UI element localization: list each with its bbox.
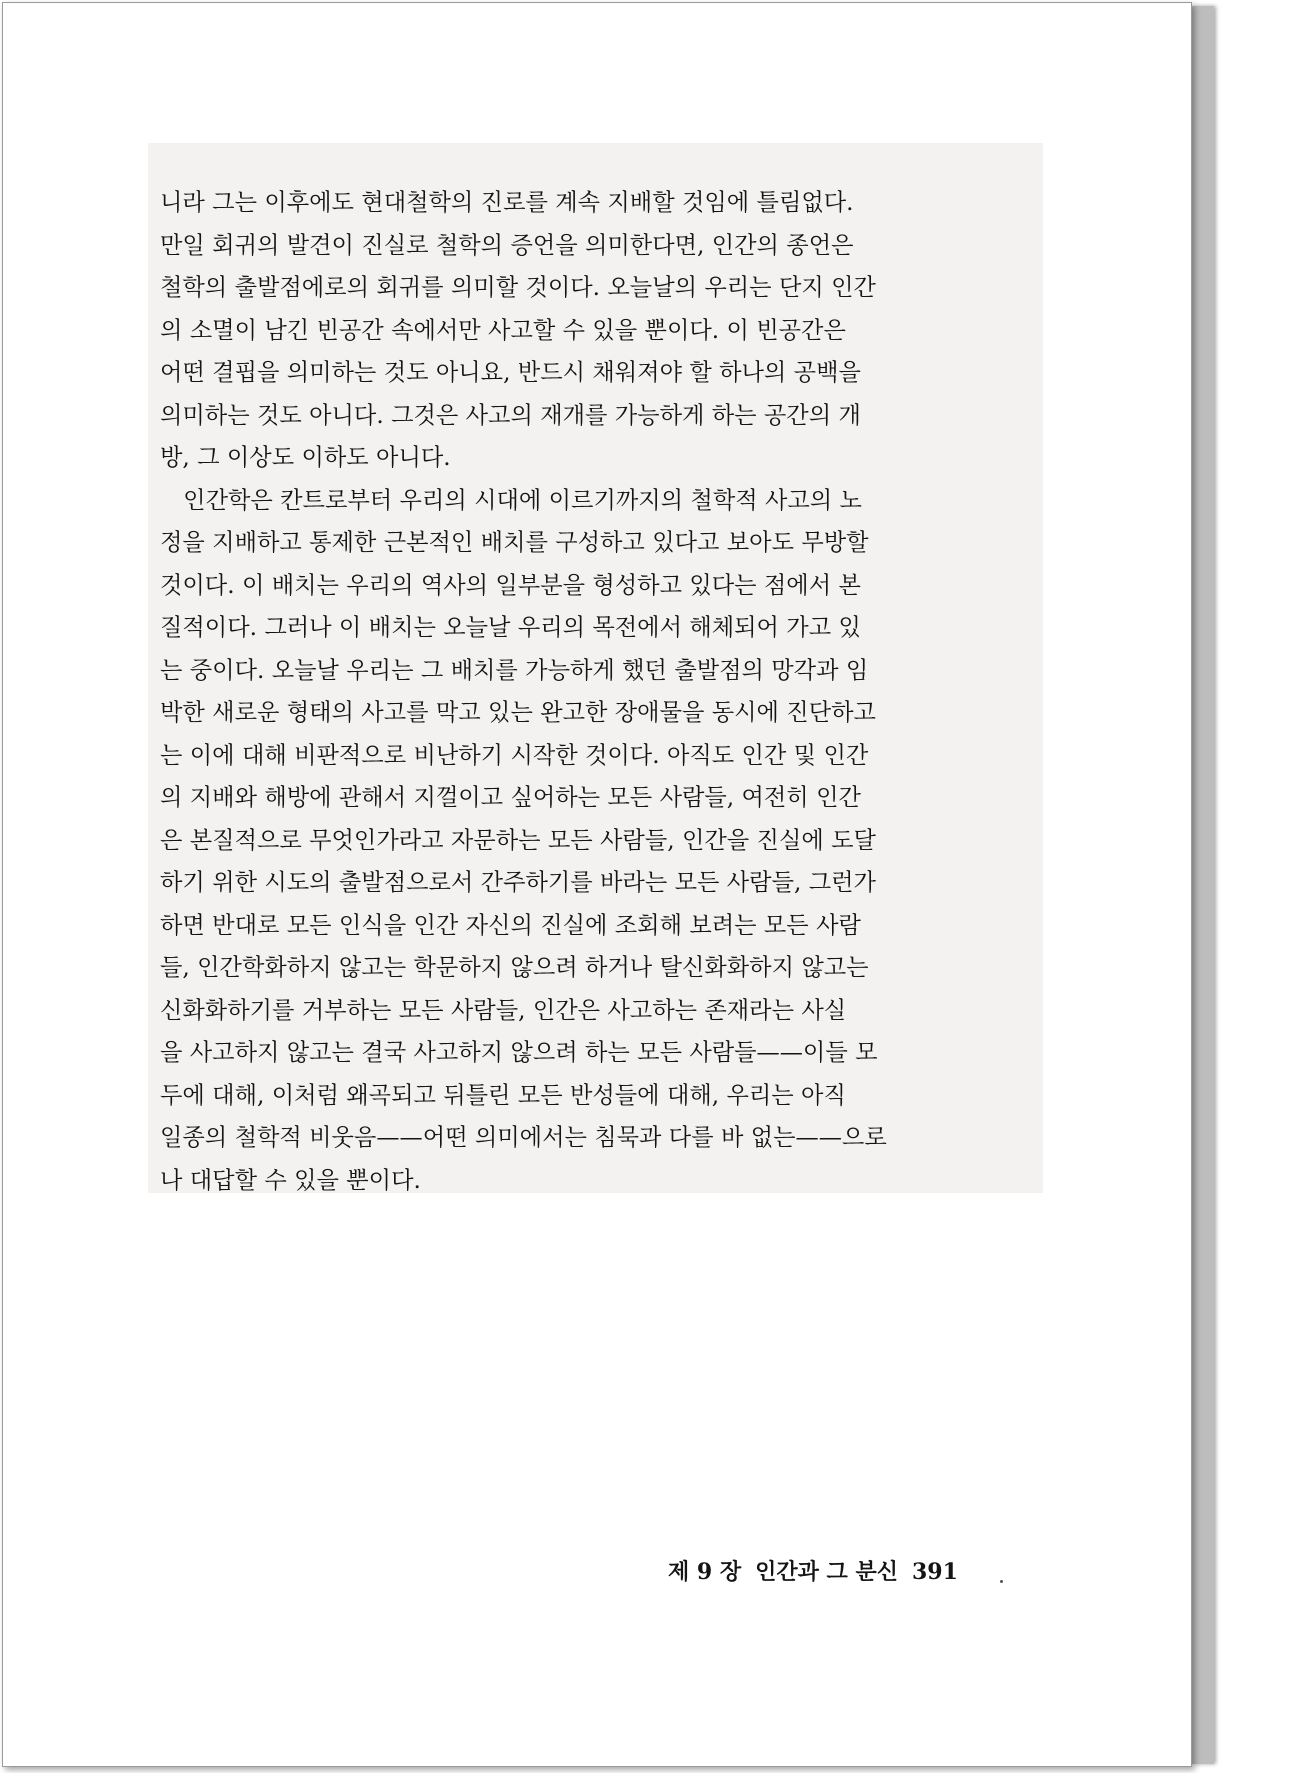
text-line: 의 지배와 해방에 관해서 지껄이고 싶어하는 모든 사람들, 여전히 인간 [160,784,861,811]
text-line: 니라 그는 이후에도 현대철학의 진로를 계속 지배할 것임에 틀림없다. [160,189,854,216]
chapter-title: 인간과 그 분신 [755,1559,898,1585]
body-text [160,182,1020,1202]
text-line: 의 소멸이 남긴 빈공간 속에서만 사고할 수 있을 뿐이다. 이 빈공간은 [160,316,846,344]
text-line: 두에 대해, 이처럼 왜곡되고 뒤틀린 모든 반성들에 대해, 우리는 아직 [160,1081,846,1109]
text-line: 을 사고하지 않고는 결국 사고하지 않으려 하는 모든 사람들——이들 모 [160,1039,878,1066]
text-line: 철학의 출발점에로의 회귀를 의미할 것이다. 오늘날의 우리는 단지 인간 [160,274,876,301]
text-line: 는 이에 대해 비판적으로 비난하기 시작한 것이다. 아직도 인간 및 인간 [160,741,869,769]
text-line: 일종의 철학적 비웃음——어떤 의미에서는 침묵과 다를 바 없는——으로 [160,1124,887,1151]
text-line: 의미하는 것도 아니다. 그것은 사고의 재개를 가능하게 하는 공간의 개 [160,401,861,429]
chapter-label: 제 9 장 [668,1559,742,1585]
text-line: 들, 인간학화하지 않고는 학문하지 않으려 하거나 탈신화화하지 않고는 [160,954,869,981]
text-line: 하기 위한 시도의 출발점으로서 간주하기를 바라는 모든 사람들, 그런가 [160,869,876,896]
text-line: 만일 회귀의 발견이 진실로 철학의 증언을 의미한다면, 인간의 종언은 [160,231,854,259]
scan-speck [1000,1580,1003,1583]
text-line: 박한 새로운 형태의 사고를 막고 있는 완고한 장애물을 동시에 진단하고 [160,699,876,726]
text-line: 는 중이다. 오늘날 우리는 그 배치를 가능하게 했던 출발점의 망각과 임 [160,656,869,684]
text-line: 것이다. 이 배치는 우리의 역사의 일부분을 형성하고 있다는 점에서 본 [160,571,861,599]
text-line: 어떤 결핍을 의미하는 것도 아니요, 반드시 채워져야 할 하나의 공백을 [160,359,861,386]
text-line: 나 대답할 수 있을 뿐이다. [160,1166,421,1194]
running-footer [668,1552,1018,1592]
text-line: 하면 반대로 모든 인식을 인간 자신의 진실에 조회해 보려는 모든 사람 [160,911,861,939]
page-edge-shadow [1192,6,1214,1764]
page-number: 391 [911,1559,958,1585]
text-line: 질적이다. 그러나 이 배치는 오늘날 우리의 목전에서 해체되어 가고 있 [160,614,861,641]
text-line: 은 본질적으로 무엇인가라고 자문하는 모든 사람들, 인간을 진실에 도달 [160,826,876,854]
text-line: 인간학은 칸트로부터 우리의 시대에 이르기까지의 철학적 사고의 노 [160,486,862,514]
text-line: 방, 그 이상도 이하도 아니다. [160,444,451,471]
text-line: 정을 지배하고 통제한 근본적인 배치를 구성하고 있다고 보아도 무방할 [160,529,869,556]
text-line: 신화화하기를 거부하는 모든 사람들, 인간은 사고하는 존재라는 사실 [160,996,847,1024]
